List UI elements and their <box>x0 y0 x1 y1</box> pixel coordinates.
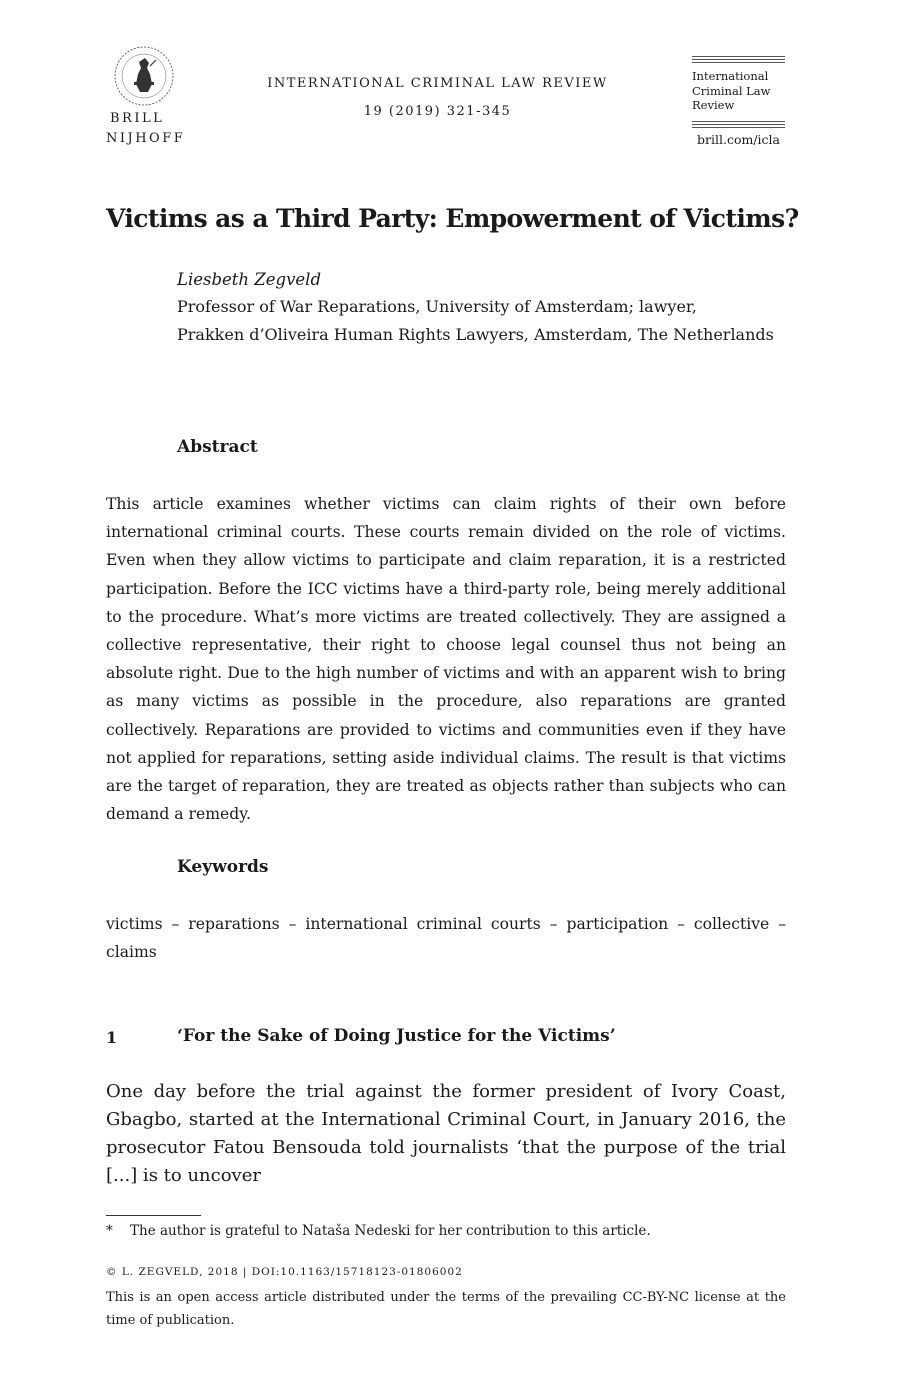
section-heading: ‘For the Sake of Doing Justice for the Victims’ <box>177 1026 616 1046</box>
keywords-text: victims – reparations – international criminal courts – participation – collective – claims <box>106 915 786 962</box>
publisher-name-line2: NIJHOFF <box>106 131 186 146</box>
keywords-heading: Keywords <box>177 857 269 877</box>
journal-box-name: International Criminal Law Review <box>692 69 771 112</box>
footnote-divider <box>106 1215 201 1216</box>
author-name: Liesbeth Zegveld <box>177 270 322 289</box>
journal-url-link[interactable]: brill.com/icla <box>697 132 780 147</box>
author-affiliation-line1: Professor of War Reparations, University of Amsterdam; lawyer, <box>177 297 697 316</box>
journal-issue: 19 (2019) 321-345 <box>363 104 512 119</box>
publisher-name-line1: BRILL <box>110 111 165 126</box>
footnote <box>106 1223 651 1239</box>
abstract-text: This article examines whether victims can claim rights of their own before international criminal courts. These courts remain divided on the role of victims. Even when they allow victims to participate and claim reparation, it is a restricted participation. Before the ICC victims have a third-party role, being merely additional to the procedure. What’s more victims are treated collectively. They are assigned a collective representative, their right to choose legal counsel thus not being an absolute right. Due to the high number of victims and with an apparent wish to bring as many victims as possible in the procedure, also reparations are granted collectively. Reparations are provided to victims and communities even if they have not applied for reparations, setting aside individual claims. The result is that victims are the target of reparation, they are treated as objects rather than subjects who can demand a remedy. <box>106 495 786 824</box>
abstract-heading: Abstract <box>177 437 258 457</box>
author-affiliation-line2: Prakken d’Oliveira Human Rights Lawyers, Amsterdam, The Netherlands <box>177 325 774 344</box>
journal-box-bottom-rules <box>692 121 785 130</box>
copyright-doi-line: © L. ZEGVELD, 2018 | DOI:10.1163/15718123-01806002 <box>106 1266 463 1278</box>
journal-box-top-rules <box>692 56 785 65</box>
license-text: This is an open access article distributed under the terms of the prevailing CC-BY-NC license at the time of publication. <box>106 1290 786 1328</box>
article-title: Victims as a Third Party: Empowerment of Victims? <box>106 204 799 233</box>
brill-seal-logo-icon <box>112 44 176 108</box>
section-number: 1 <box>106 1028 118 1047</box>
footnote-text: The author is grateful to Nataša Nedeski for her contribution to this article. <box>130 1223 651 1239</box>
section-body-text: One day before the trial against the former president of Ivory Coast, Gbagbo, started at the International Criminal Court, in January 2016, the prosecutor Fatou Bensouda told journalists ‘that the purpose of the trial [...] is to uncover <box>106 1081 786 1186</box>
journal-title: INTERNATIONAL CRIMINAL LAW REVIEW <box>267 76 608 91</box>
footnote-mark: * <box>106 1223 113 1239</box>
